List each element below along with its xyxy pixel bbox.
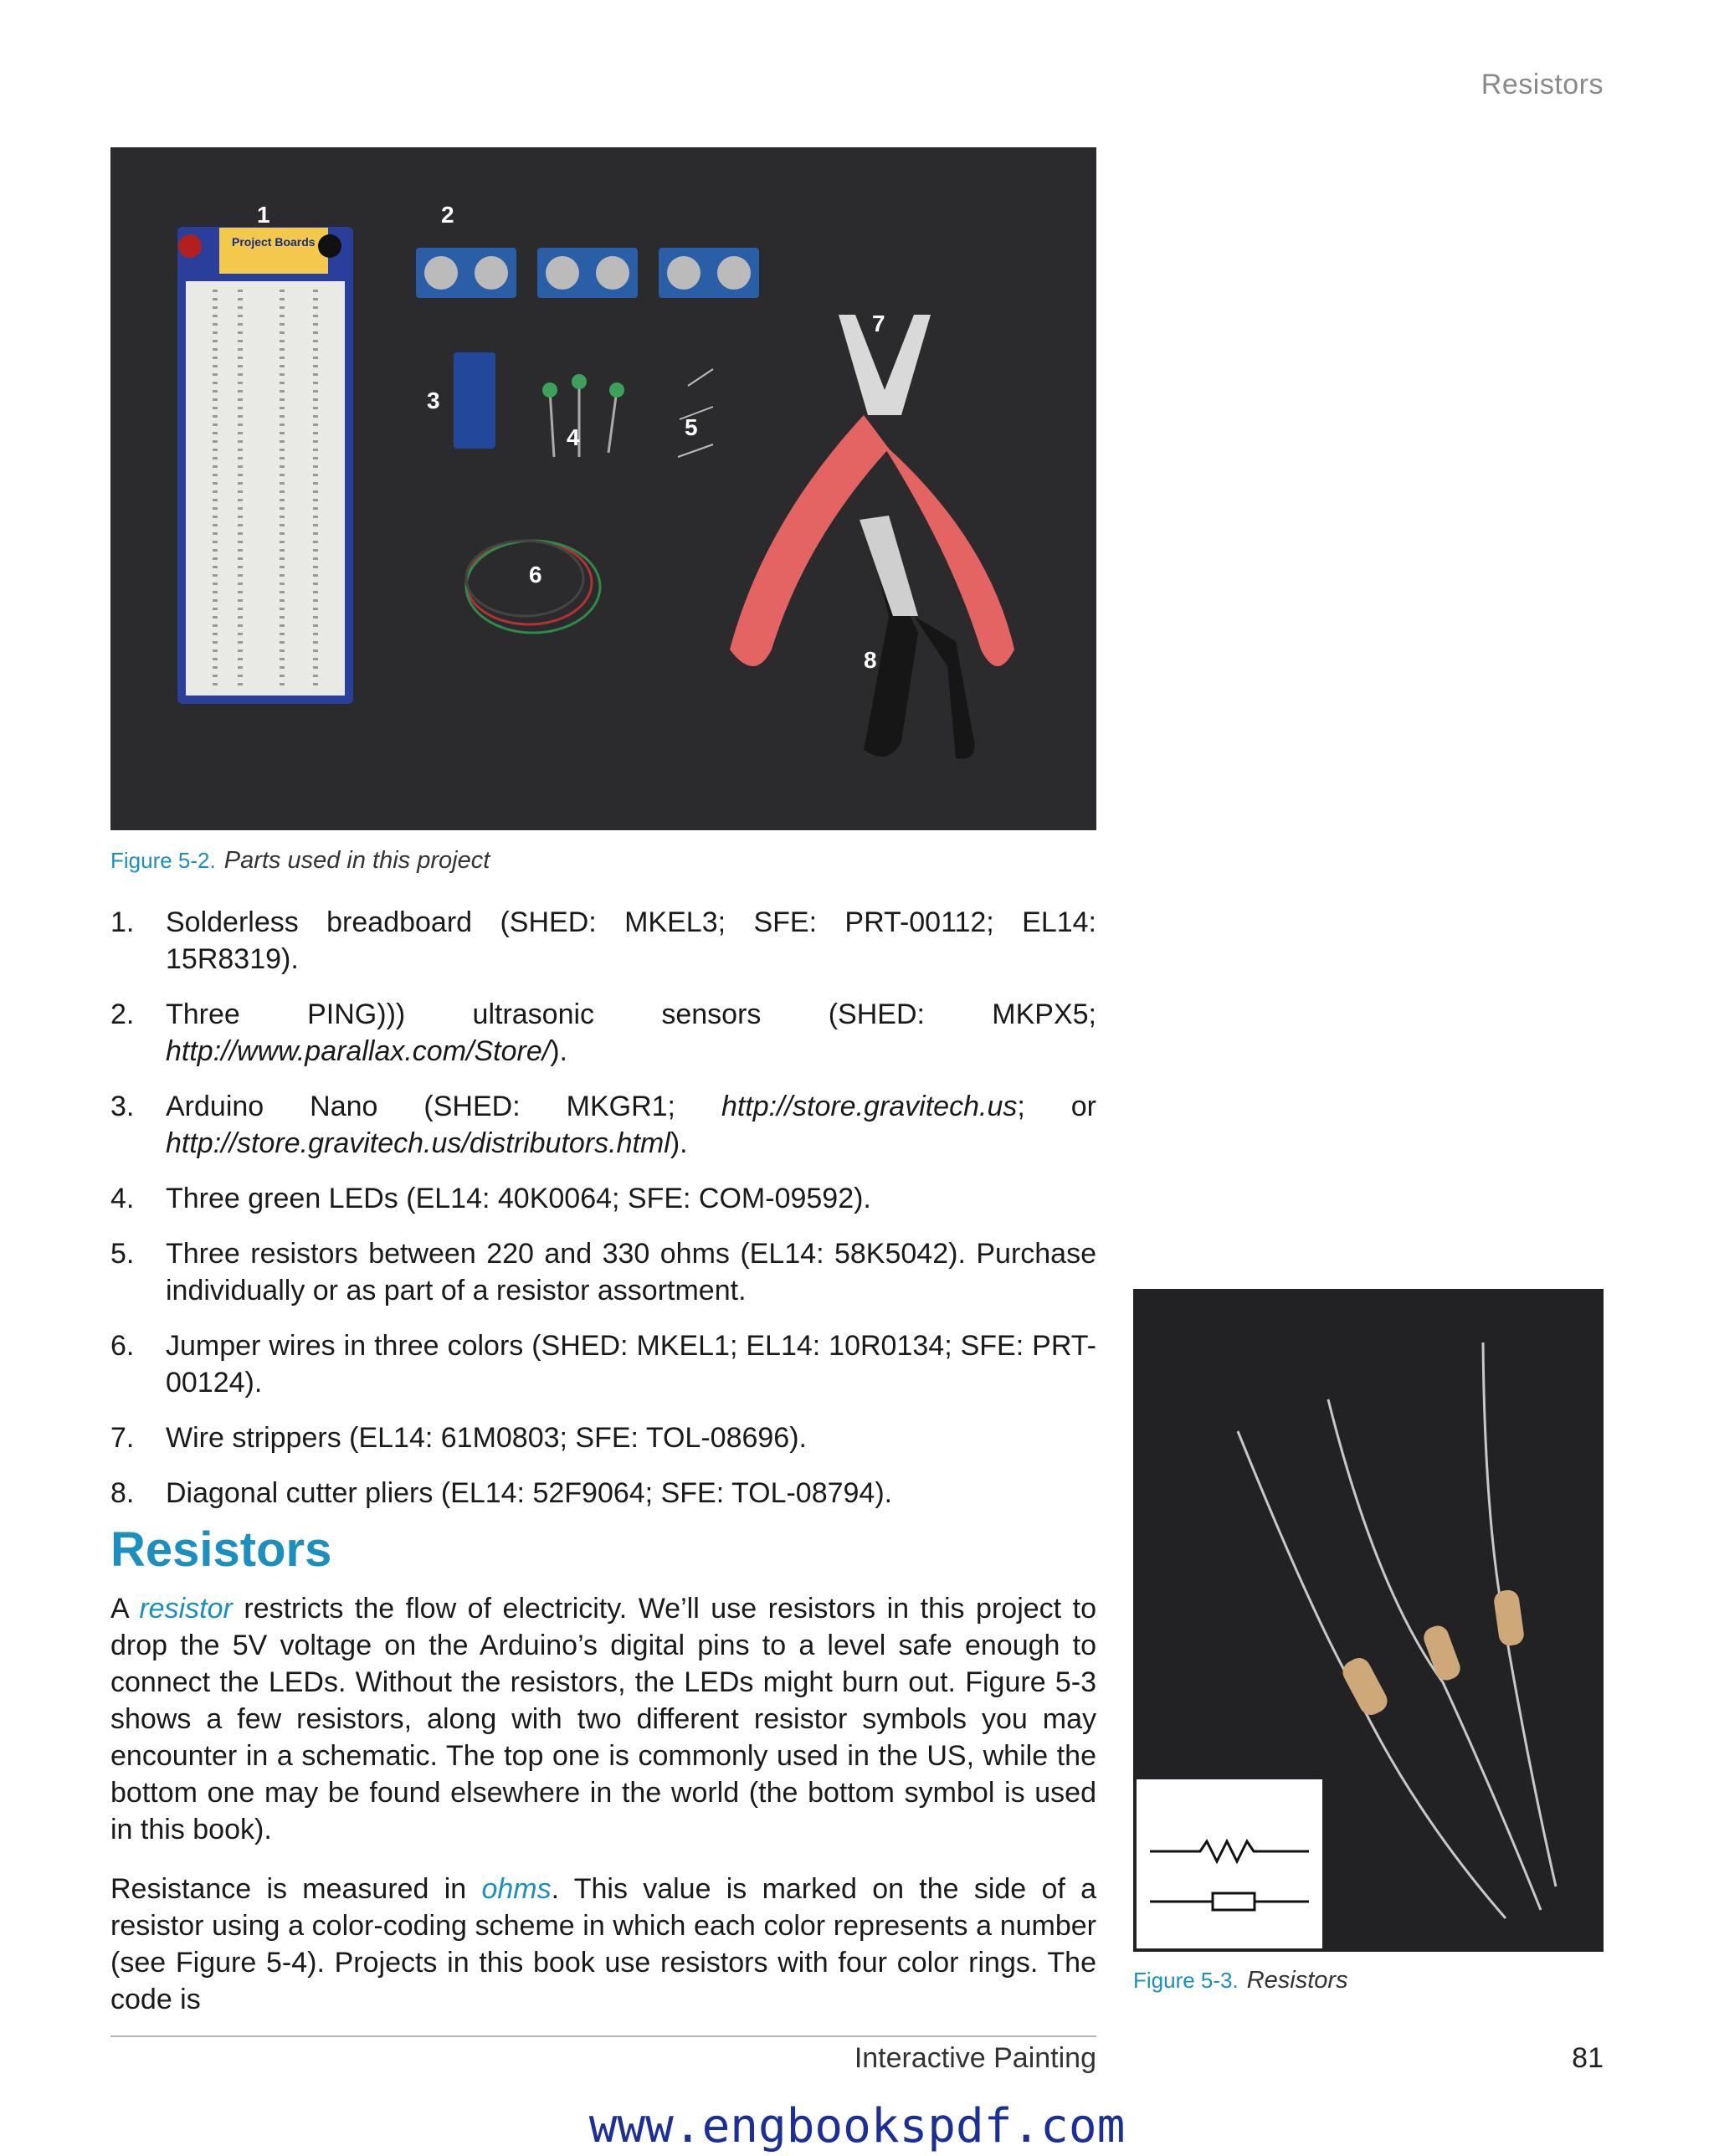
list-item-text: ; or [1017,1091,1097,1122]
resistors-photo-illustration [1133,1289,1604,1952]
paragraph-text: A [110,1593,140,1625]
footer-rule [110,2035,1096,2037]
photo-number-label: 3 [427,388,440,413]
breadboard-image [177,227,353,704]
running-head: Resistors [1481,69,1604,100]
ultrasonic-sensors-image [416,248,759,298]
photo-number-label: 5 [685,414,698,440]
paragraph-resistor [110,1590,1096,1848]
parts-photo-illustration [110,147,1096,830]
list-item-number: 4. [110,1183,135,1214]
resistor-symbols-inset [1137,1779,1322,1948]
list-item-text: Solderless breadboard (SHED: MKEL3; SFE: PRT-00112; EL14: 15R8319). [166,906,1096,975]
list-item-number: 1. [110,906,135,938]
list-item [110,1419,1096,1456]
footer-chapter-title: Interactive Painting [854,2042,1096,2074]
list-item [110,1475,1096,1512]
list-item-number: 8. [110,1477,135,1509]
figure-label: Figure 5-2. [110,848,216,873]
list-item-text: Arduino Nano (SHED: MKGR1; [166,1091,721,1122]
list-item [110,1088,1096,1162]
parts-list [110,904,1096,1530]
list-item [110,1235,1096,1309]
photo-number-label: 7 [872,311,885,336]
figure-label: Figure 5-3. [1133,1968,1239,1993]
paragraph-text: Resistance is measured in [110,1873,482,1905]
list-item-number: 7. [110,1422,135,1454]
list-item-text: Jumper wires in three colors (SHED: MKEL1; EL14: 10R0134; SFE: PRT-00124). [166,1330,1096,1399]
list-item [110,904,1096,978]
list-item [110,1180,1096,1217]
list-item-number: 6. [110,1330,135,1362]
photo-number-label: 2 [441,202,454,228]
list-item-text: Three resistors between 220 and 330 ohms (EL14: 58K5042). Purchase individually or as part of a resistor assortment. [166,1238,1096,1306]
watermark-link[interactable]: www.engbookspdf.com [588,2099,1126,2153]
photo-number-label: 8 [864,647,877,673]
photo-number-label: 1 [257,202,270,228]
list-item-text: Wire strippers (EL14: 61M0803; SFE: TOL-08696). [166,1422,807,1454]
glossary-term-link[interactable]: resistor [139,1593,233,1625]
list-item-number: 5. [110,1238,135,1270]
photo-number-label: 4 [567,424,580,450]
list-item-text: ). [670,1127,688,1159]
breadboard-logo-text: Project Boards [232,235,316,249]
caption-text: Resistors [1246,1967,1348,1994]
url-text[interactable]: http://store.gravitech.us [721,1091,1018,1122]
resistors-photo [1133,1289,1604,1952]
caption-text: Parts used in this project [223,847,490,874]
page-number: 81 [1572,2042,1604,2074]
list-item-text: Three green LEDs (EL14: 40K0064; SFE: COM-09592). [166,1183,871,1214]
section-heading: Resistors [110,1522,332,1577]
list-item [110,1327,1096,1401]
paragraph-text: restricts the flow of electricity. We’ll use resistors in this project to drop the 5V voltage on the Arduino’s digital pins to a level safe enough to connect the LEDs. Without the resistors, the LEDs might burn out. Figure 5-3 shows a few resistors, along with two different resistor symbols you may encounter in a schematic. The top one is commonly used in the US, while the bottom one may be found elsewhere in the world (the bottom symbol is used in this book). [110,1593,1096,1845]
list-item-text: Three PING))) ultrasonic sensors (SHED: MKPX5; [166,998,1096,1030]
list-item [110,996,1096,1070]
url-text[interactable]: http://store.gravitech.us/distributors.html [166,1127,670,1159]
url-text[interactable]: http://www.parallax.com/Store/ [166,1035,551,1067]
paragraph-text: . This value is marked on the side of a resistor using a color-coding scheme in which each color represents a number (see Figure 5-4). Projects in this book use resistors with four color rings. The code is [110,1873,1096,2015]
list-item-number: 3. [110,1091,135,1122]
list-item-number: 2. [110,998,135,1030]
arduino-nano-image [454,352,495,449]
paragraph-ohms [110,1871,1096,2018]
parts-photo [110,147,1096,830]
glossary-term-link[interactable]: ohms [481,1873,552,1905]
list-item-text: Diagonal cutter pliers (EL14: 52F9064; SFE: TOL-08794). [166,1477,893,1509]
figure-5-3-caption [1133,1967,1348,1994]
photo-number-label: 6 [529,562,542,588]
figure-5-2-caption [110,847,490,875]
list-item-text: ). [550,1035,567,1067]
